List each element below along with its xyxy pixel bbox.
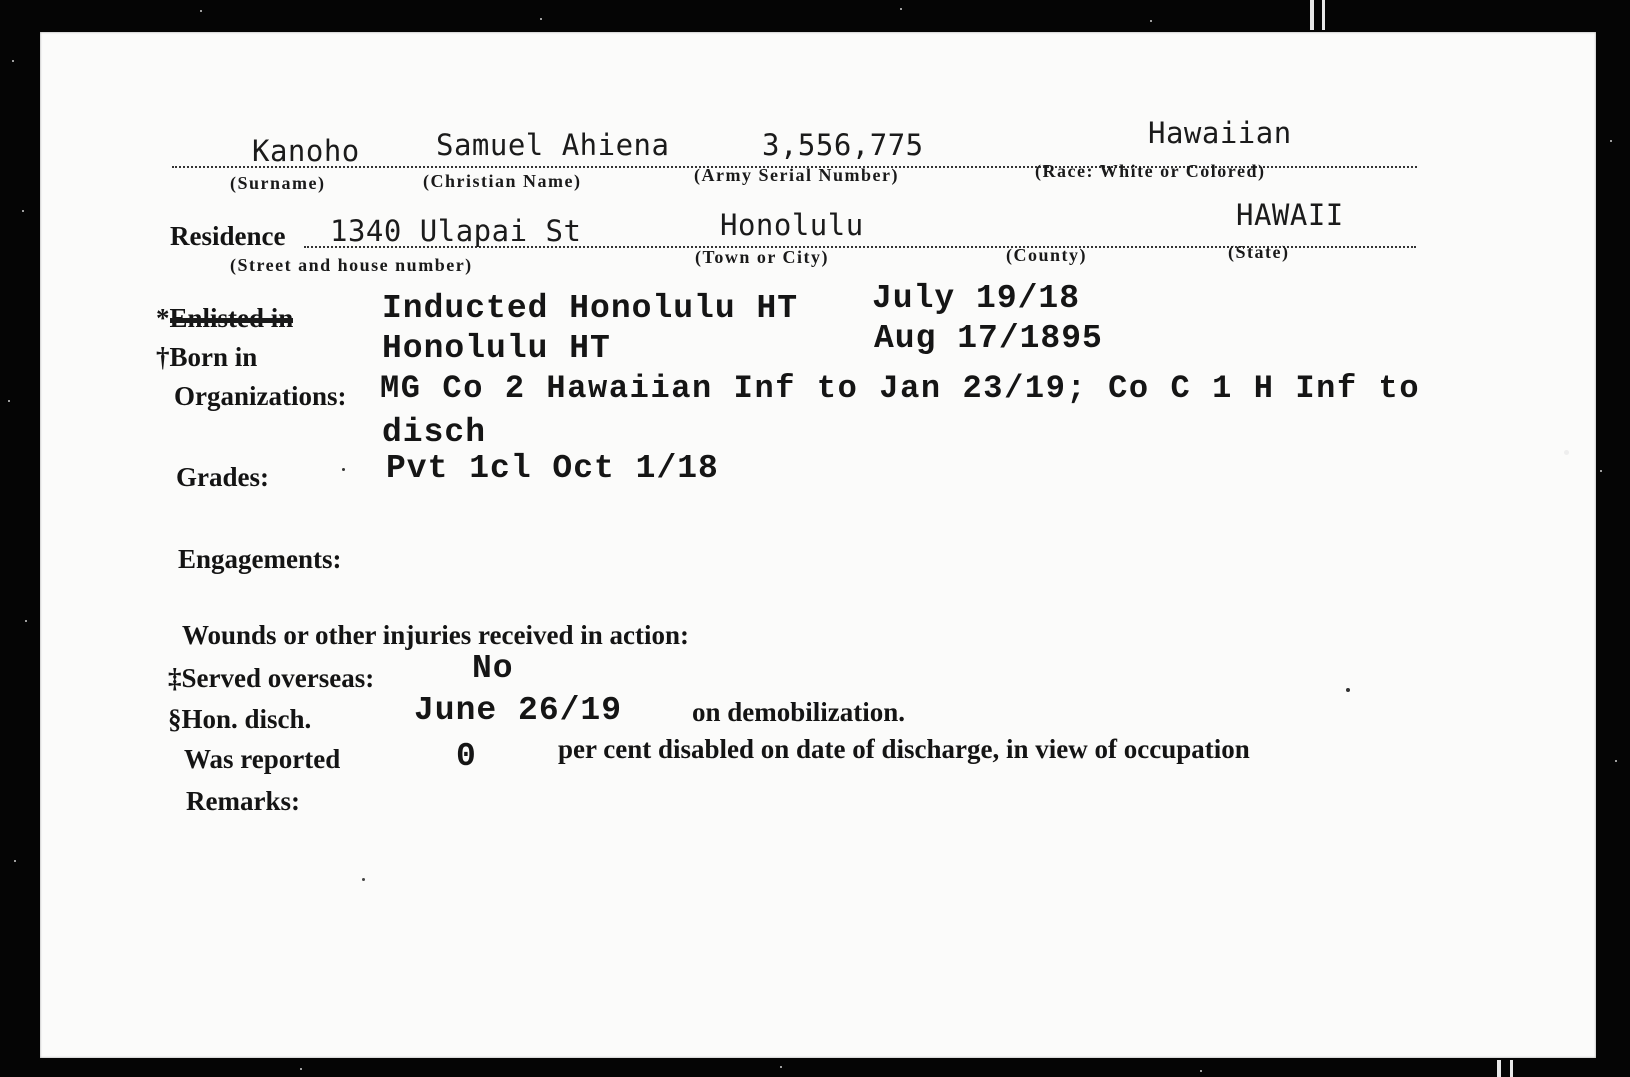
town-caption: (Town or City) — [695, 247, 830, 267]
wounds-label: Wounds or other injuries received in action: — [182, 620, 690, 650]
engagements-label: Engagements: — [178, 544, 342, 574]
organizations-line1: MG Co 2 Hawaiian Inf to Jan 23/19; Co C 1 H Inf to — [380, 370, 1421, 407]
enlisted-label — [156, 303, 293, 334]
street-caption: (Street and house number) — [230, 255, 473, 275]
surname-caption: (Surname) — [230, 173, 326, 193]
enlisted-marker: * — [156, 303, 170, 333]
serial-number-value: 3,556,775 — [762, 128, 924, 162]
state-value: HAWAII — [1236, 198, 1344, 232]
hon-disch-label: §Hon. disch. — [168, 704, 312, 734]
born-value: Honolulu HT — [382, 330, 611, 367]
disability-suffix: per cent disabled on date of discharge, in view of occupation — [558, 734, 1250, 764]
christian-name-caption: (Christian Name) — [423, 171, 582, 191]
enlisted-value: Inducted Honolulu HT — [382, 290, 799, 327]
ink-mark — [1346, 688, 1350, 692]
born-label: †Born in — [156, 342, 258, 372]
county-caption: (County) — [1006, 245, 1088, 265]
scan-speck — [1564, 450, 1569, 455]
race-caption: (Race: White or Colored) — [1035, 161, 1266, 181]
disability-value: 0 — [456, 738, 477, 775]
hon-disch-suffix: on demobilization. — [692, 697, 906, 727]
street-value: 1340 Ulapai St — [330, 214, 582, 248]
hon-disch-value: June 26/19 — [414, 692, 623, 729]
race-value: Hawaiian — [1148, 116, 1292, 150]
served-overseas-value: No — [472, 650, 514, 687]
served-overseas-label: ‡Served overseas: — [168, 663, 375, 693]
service-record-card — [40, 32, 1596, 1058]
enlisted-struck-label: Enlisted in — [169, 303, 294, 333]
born-date: Aug 17/1895 — [874, 320, 1103, 357]
organizations-label: Organizations: — [174, 381, 347, 411]
ink-mark — [342, 468, 345, 471]
enlisted-date: July 19/18 — [872, 280, 1081, 317]
organizations-line2: disch — [382, 414, 487, 451]
grades-label: Grades: — [176, 462, 269, 492]
state-caption: (State) — [1228, 242, 1290, 262]
town-value: Honolulu — [720, 208, 864, 242]
serial-number-caption: (Army Serial Number) — [694, 165, 899, 185]
disability-label: Was reported — [184, 744, 341, 774]
grades-value: Pvt 1cl Oct 1/18 — [386, 450, 719, 487]
remarks-label: Remarks: — [186, 786, 300, 816]
christian-name-value: Samuel Ahiena — [436, 128, 670, 162]
residence-label: Residence — [170, 221, 286, 251]
surname-value: Kanoho — [252, 134, 360, 168]
ink-mark — [362, 878, 365, 881]
